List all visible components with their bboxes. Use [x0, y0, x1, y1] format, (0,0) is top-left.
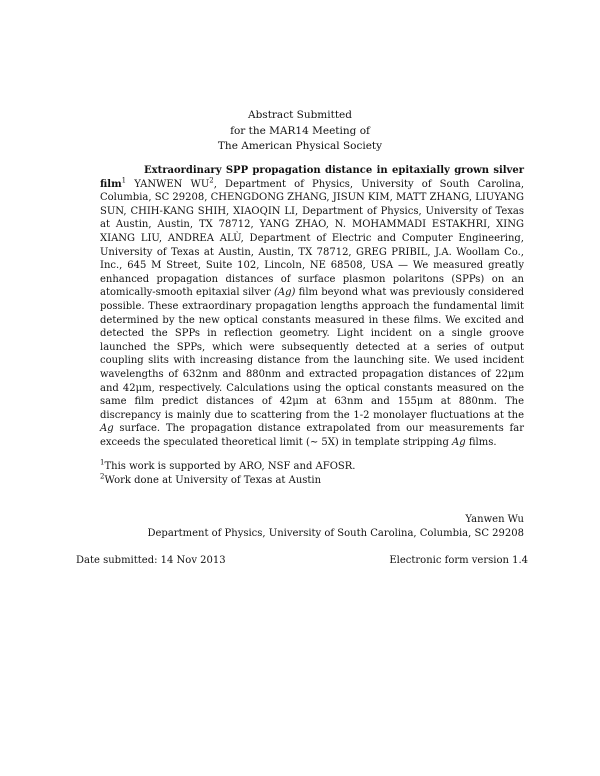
abstract-dash: — [398, 260, 413, 272]
footnote-2-mark: 2 [100, 472, 105, 481]
author-3-affiliation: , Department of Electric and Computer Engineering, University of Texas at Austin, Austin, TX 78712, [100, 232, 524, 258]
footnotes [100, 460, 524, 488]
abstract-text-4: films. [465, 436, 497, 448]
author-3-names: YANG ZHAO, N. MOHAMMADI ESTAKHRI, XING XIANG LIU, ANDREA ALÙ [100, 219, 524, 244]
footnote-1 [100, 460, 524, 474]
abstract-text-2: film beyond what was previously considered possible. These extraordinary propagation lengths approach the fundamental limit determined by the new optical constants measured in these films. We excited and detected the SPPs in reflection geometry. Light incident on a single groove launched the SPPs, which were subsequently detected at a series of output coupling slits with increasing distance from the launching site. We used incident wavelengths of 632nm and 880nm and extracted propagation distances of 22μm and 42μm, respectively. Calculations using the optical constants measured on the same film predict distances of 42μm at 63nm and 155μm at 880nm. The discrepancy is mainly due to scattering from the 1-2 monolayer fluctuations at the [100, 287, 524, 421]
footnote-2 [100, 474, 524, 488]
author-1-name: YANWEN WU [134, 178, 210, 190]
author-4-name: GREG PRIBIL [356, 246, 428, 258]
author-2-affiliation: , Department of Physics, University of Texas at Austin, Austin, TX 78712, [100, 205, 524, 231]
footnote-1-mark: 1 [100, 458, 105, 467]
signature-name: Yanwen Wu [465, 514, 524, 525]
title-footnote-mark: 1 [121, 176, 127, 185]
abstract-text-1: We measured greatly enhanced propagation distances of surface plasmon polaritons (SPPs) on an atomically-smooth epitaxial silver [100, 260, 524, 299]
signature-affiliation: Department of Physics, University of South Carolina, Columbia, SC 29208 [147, 528, 524, 539]
footnote-1-text: This work is supported by ARO, NSF and AFOSR. [104, 461, 356, 472]
date-submitted: Date submitted: 14 Nov 2013 [76, 555, 226, 566]
header-line-3: The American Physical Society [217, 140, 383, 152]
footnote-2-text: Work done at University of Texas at Austin [104, 475, 322, 486]
author-2-names: CHENGDONG ZHANG, JISUN KIM, MATT ZHANG, LIUYANG SUN, CHIH-KANG SHIH, XIAOQIN LI [100, 192, 524, 217]
submission-header [0, 108, 600, 155]
abstract-title: Extraordinary SPP propagation distance in epitaxially grown silver film [100, 165, 524, 190]
author-1-mark: 2 [209, 176, 214, 185]
header-line-1: Abstract Submitted [248, 109, 352, 121]
ag-term-2: Ag [100, 423, 114, 435]
ag-term-3: Ag [452, 436, 466, 448]
signature-block [148, 513, 525, 541]
form-version: Electronic form version 1.4 [389, 555, 528, 566]
abstract-body [100, 164, 524, 449]
ag-term-1: (Ag) [273, 287, 296, 299]
abstract-text-3: surface. The propagation distance extrapolated from our measurements far exceeds the speculated theoretical limit (∼ 5X) in template stripping [100, 423, 524, 448]
footer-bar [76, 555, 528, 566]
author-4-affiliation: , J.A. Woollam Co., Inc., 645 M Street, Suite 102, Lincoln, NE 68508, USA [100, 246, 524, 272]
author-1-affiliation: , Department of Physics, University of South Carolina, Columbia, SC 29208, [100, 178, 524, 204]
header-line-2: for the MAR14 Meeting of [230, 124, 370, 137]
